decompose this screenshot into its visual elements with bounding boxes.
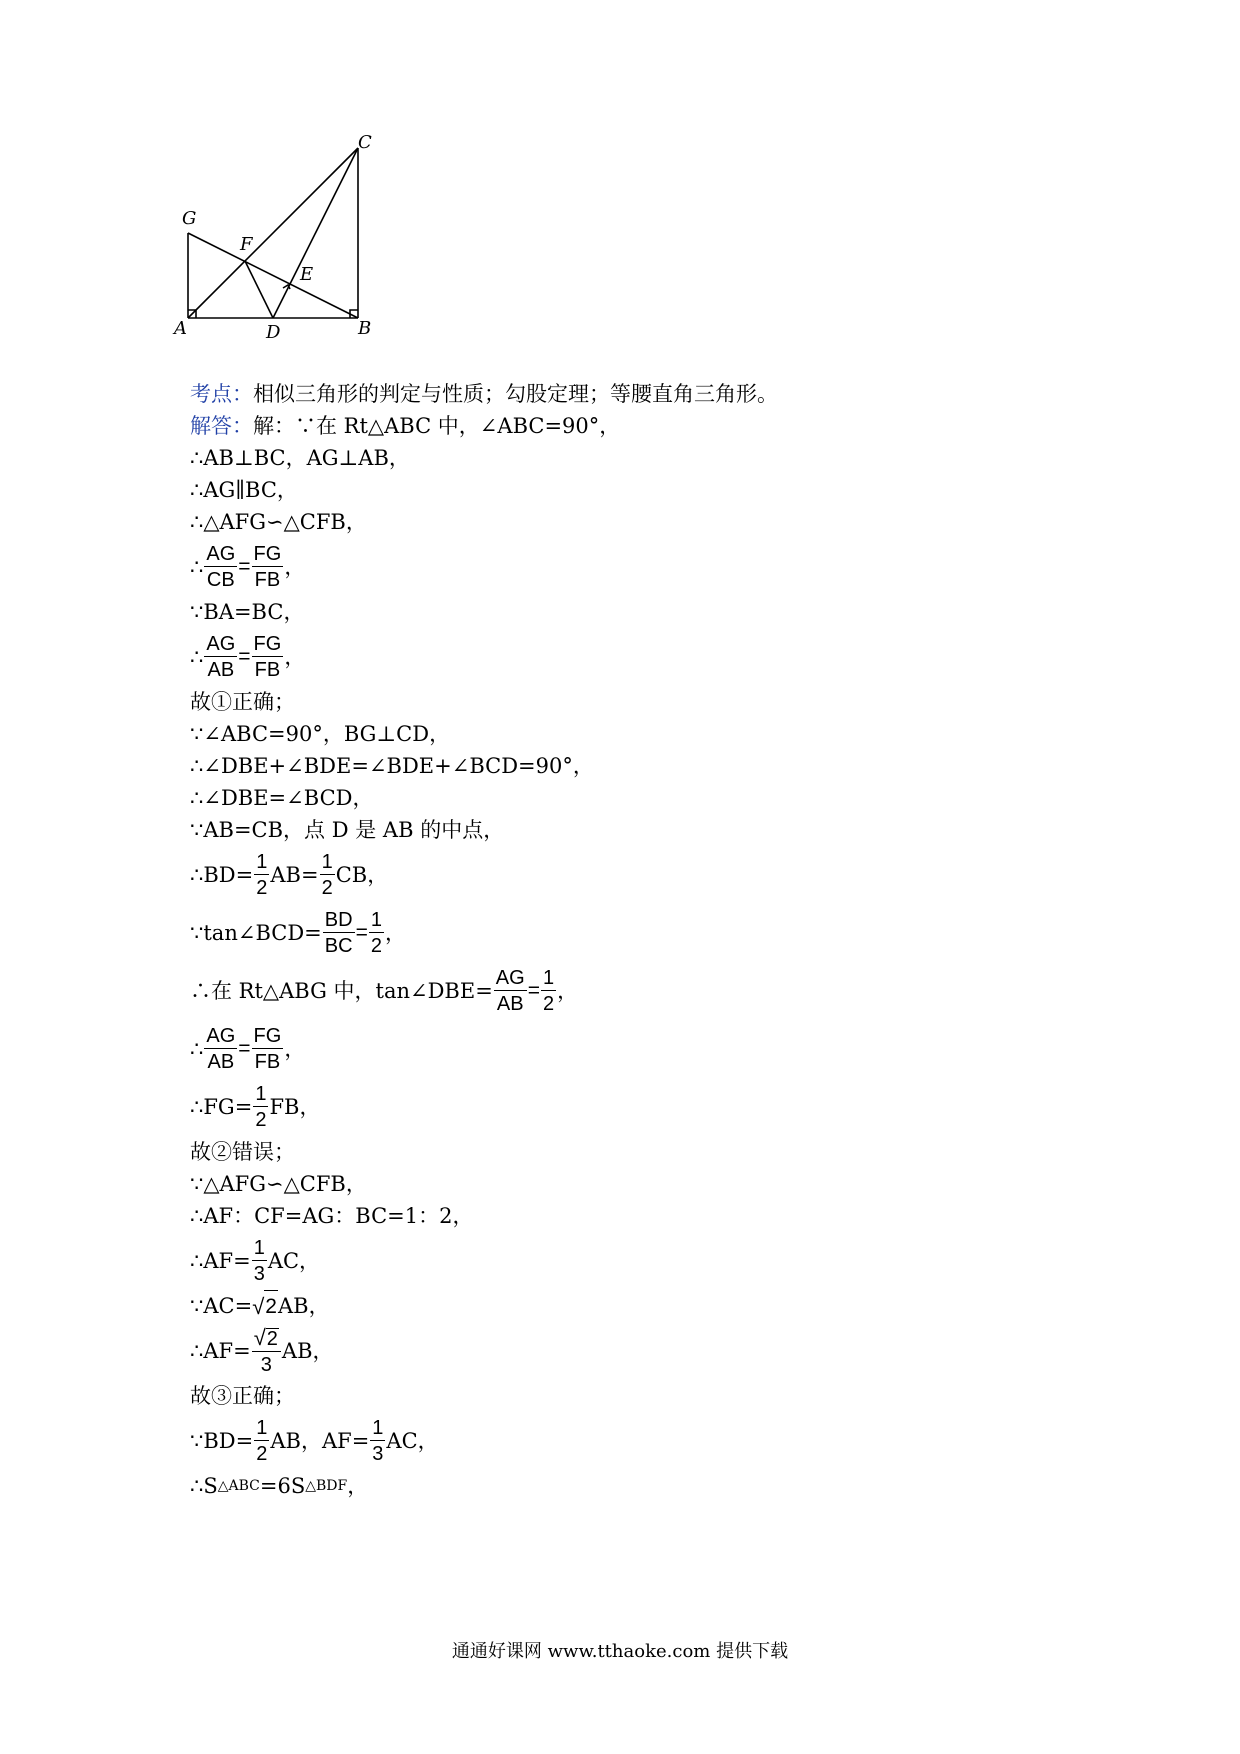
line-7-pre: ∴	[190, 645, 204, 669]
fraction	[254, 1418, 269, 1464]
line-18: 故②错误；	[190, 1140, 295, 1164]
equals-sign: =	[238, 1037, 251, 1060]
line-20: ∴AF：CF=AG：BC=1：2，	[190, 1204, 474, 1228]
subscript: △BDF	[305, 1478, 348, 1494]
page-footer: 通通好课网 www.tthaoke.com 提供下载	[451, 1641, 789, 1662]
triangle-diagram	[174, 132, 440, 383]
subscript: △ABC	[217, 1478, 260, 1494]
denominator: FB	[254, 1051, 281, 1073]
line-13-mid: AB=	[270, 863, 319, 887]
fraction	[204, 634, 237, 680]
solution-text	[190, 378, 1190, 1502]
line-26	[190, 1470, 1190, 1502]
numerator: 1	[321, 851, 333, 873]
fraction	[320, 852, 335, 898]
radicand: 2	[266, 1328, 278, 1350]
label-e: E	[300, 264, 314, 285]
jieda-line	[190, 410, 1190, 442]
line-22	[190, 1290, 1190, 1322]
denominator: 2	[370, 935, 382, 957]
numerator: AG	[206, 633, 236, 655]
line-5-post: ，	[284, 555, 306, 579]
kaodian-line	[190, 378, 1190, 410]
numerator: 1	[370, 909, 382, 931]
line-25-mid: AB，AF=	[270, 1429, 370, 1453]
label-g: G	[182, 208, 197, 229]
fraction	[204, 544, 237, 590]
equals-sign: =	[355, 921, 368, 944]
line-15-pre: ∴在 Rt△ABG 中，tan∠DBE=	[190, 979, 493, 1003]
numerator: AG	[495, 967, 525, 989]
line-9: ∵∠ABC=90°，BG⊥CD，	[190, 722, 451, 746]
line-22-pre: ∵AC=	[190, 1294, 253, 1318]
line-5-pre: ∴	[190, 555, 204, 579]
line-7	[190, 628, 1190, 686]
line-15	[190, 962, 1190, 1020]
line-2: ∴AB⊥BC，AG⊥AB，	[190, 446, 410, 470]
geometry-figure	[174, 132, 440, 383]
denominator: 2	[256, 877, 268, 899]
numerator: AG	[206, 543, 236, 565]
square-root: √ 2	[252, 1290, 278, 1323]
fraction	[254, 852, 269, 898]
fraction	[369, 910, 384, 956]
line-24: 故③正确；	[190, 1384, 295, 1408]
line-21-pre: ∴AF=	[190, 1249, 251, 1273]
line-7-post: ，	[284, 645, 306, 669]
fraction	[252, 1238, 267, 1284]
line-11: ∴∠DBE=∠BCD，	[190, 786, 374, 810]
denominator: 2	[255, 1109, 267, 1131]
line-26-pre: ∴S	[190, 1474, 218, 1498]
line-16	[190, 1020, 1190, 1078]
denominator: 3	[260, 1354, 272, 1376]
denominator: AB	[207, 659, 235, 681]
numerator: FG	[253, 633, 282, 655]
line-25	[190, 1412, 1190, 1470]
line-15-post: ，	[557, 979, 579, 1003]
line-17	[190, 1078, 1190, 1136]
equals-sign: =	[238, 645, 251, 668]
numerator: 1	[542, 967, 555, 989]
fraction	[204, 1026, 237, 1072]
numerator: FG	[253, 1025, 282, 1047]
line-26-mid: =6S	[259, 1474, 306, 1498]
square-root: √ 2	[253, 1325, 278, 1350]
line-17-pre: ∴FG=	[190, 1095, 253, 1119]
denominator: 3	[253, 1263, 265, 1285]
line-13	[190, 846, 1190, 904]
numerator: AG	[206, 1025, 236, 1047]
denominator: BC	[324, 935, 353, 957]
denominator: 2	[542, 993, 555, 1015]
line-26-post: ，	[347, 1474, 369, 1498]
line-25-post: AC，	[386, 1429, 439, 1453]
line-22-post: AB，	[277, 1294, 330, 1318]
fraction	[252, 544, 284, 590]
fraction	[252, 1327, 281, 1375]
denominator: AB	[207, 1051, 235, 1073]
line-4: ∴△AFG∽△CFB，	[190, 510, 367, 534]
line-1: 解：∵在 Rt△ABC 中，∠ABC=90°，	[253, 414, 621, 438]
line-25-pre: ∵BD=	[190, 1429, 254, 1453]
line-17-post: FB，	[269, 1095, 321, 1119]
line-13-post: CB，	[335, 863, 389, 887]
line-14-post: ，	[384, 921, 406, 945]
kaodian-text: 相似三角形的判定与性质；勾股定理；等腰直角三角形。	[253, 382, 778, 406]
numerator: 1	[253, 1237, 265, 1259]
line-23-pre: ∴AF=	[190, 1339, 251, 1363]
numerator: BD	[324, 909, 353, 931]
label-b: B	[358, 318, 372, 339]
line-3: ∴AG∥BC，	[190, 478, 298, 502]
denominator: FB	[254, 659, 281, 681]
denominator: 2	[321, 877, 333, 899]
fraction	[252, 634, 284, 680]
line-19: ∵△AFG∽△CFB，	[190, 1172, 367, 1196]
equals-sign: =	[238, 555, 251, 578]
line-6: ∵BA=BC，	[190, 600, 305, 624]
denominator: 3	[372, 1443, 384, 1465]
line-21-post: AC，	[267, 1249, 321, 1273]
fraction	[252, 1026, 284, 1072]
label-a: A	[174, 318, 187, 339]
numerator: FG	[253, 543, 282, 565]
line-16-post: ，	[284, 1037, 306, 1061]
equals-sign: =	[527, 979, 540, 1002]
line-23-post: AB，	[281, 1339, 334, 1363]
line-14-pre: ∵tan∠BCD=	[190, 921, 322, 945]
line-14	[190, 904, 1190, 962]
line-21	[190, 1232, 1190, 1290]
radicand: 2	[264, 1290, 278, 1323]
fraction	[323, 910, 355, 956]
kaodian-label: 考点：	[190, 382, 253, 406]
jieda-label: 解答：	[190, 414, 253, 438]
line-10: ∴∠DBE+∠BDE=∠BDE+∠BCD=90°，	[190, 754, 594, 778]
line-23	[190, 1322, 1190, 1380]
fraction	[370, 1418, 385, 1464]
denominator: CB	[206, 569, 235, 591]
numerator: 1	[255, 1083, 267, 1105]
label-c: C	[358, 132, 372, 153]
denominator: AB	[496, 993, 524, 1015]
line-5	[190, 538, 1190, 596]
numerator: 1	[256, 851, 268, 873]
fraction	[541, 968, 556, 1014]
numerator: 1	[256, 1417, 268, 1439]
label-f: F	[240, 234, 253, 255]
line-8: 故①正确；	[190, 690, 295, 714]
line-13-pre: ∴BD=	[190, 863, 254, 887]
denominator: FB	[254, 569, 281, 591]
numerator: 1	[372, 1417, 384, 1439]
numerator	[252, 1327, 281, 1352]
fraction	[253, 1084, 268, 1130]
line-12: ∵AB=CB，点 D 是 AB 的中点，	[190, 818, 505, 842]
fraction	[494, 968, 527, 1014]
line-16-pre: ∴	[190, 1037, 204, 1061]
denominator: 2	[256, 1443, 268, 1465]
label-d: D	[266, 322, 281, 343]
